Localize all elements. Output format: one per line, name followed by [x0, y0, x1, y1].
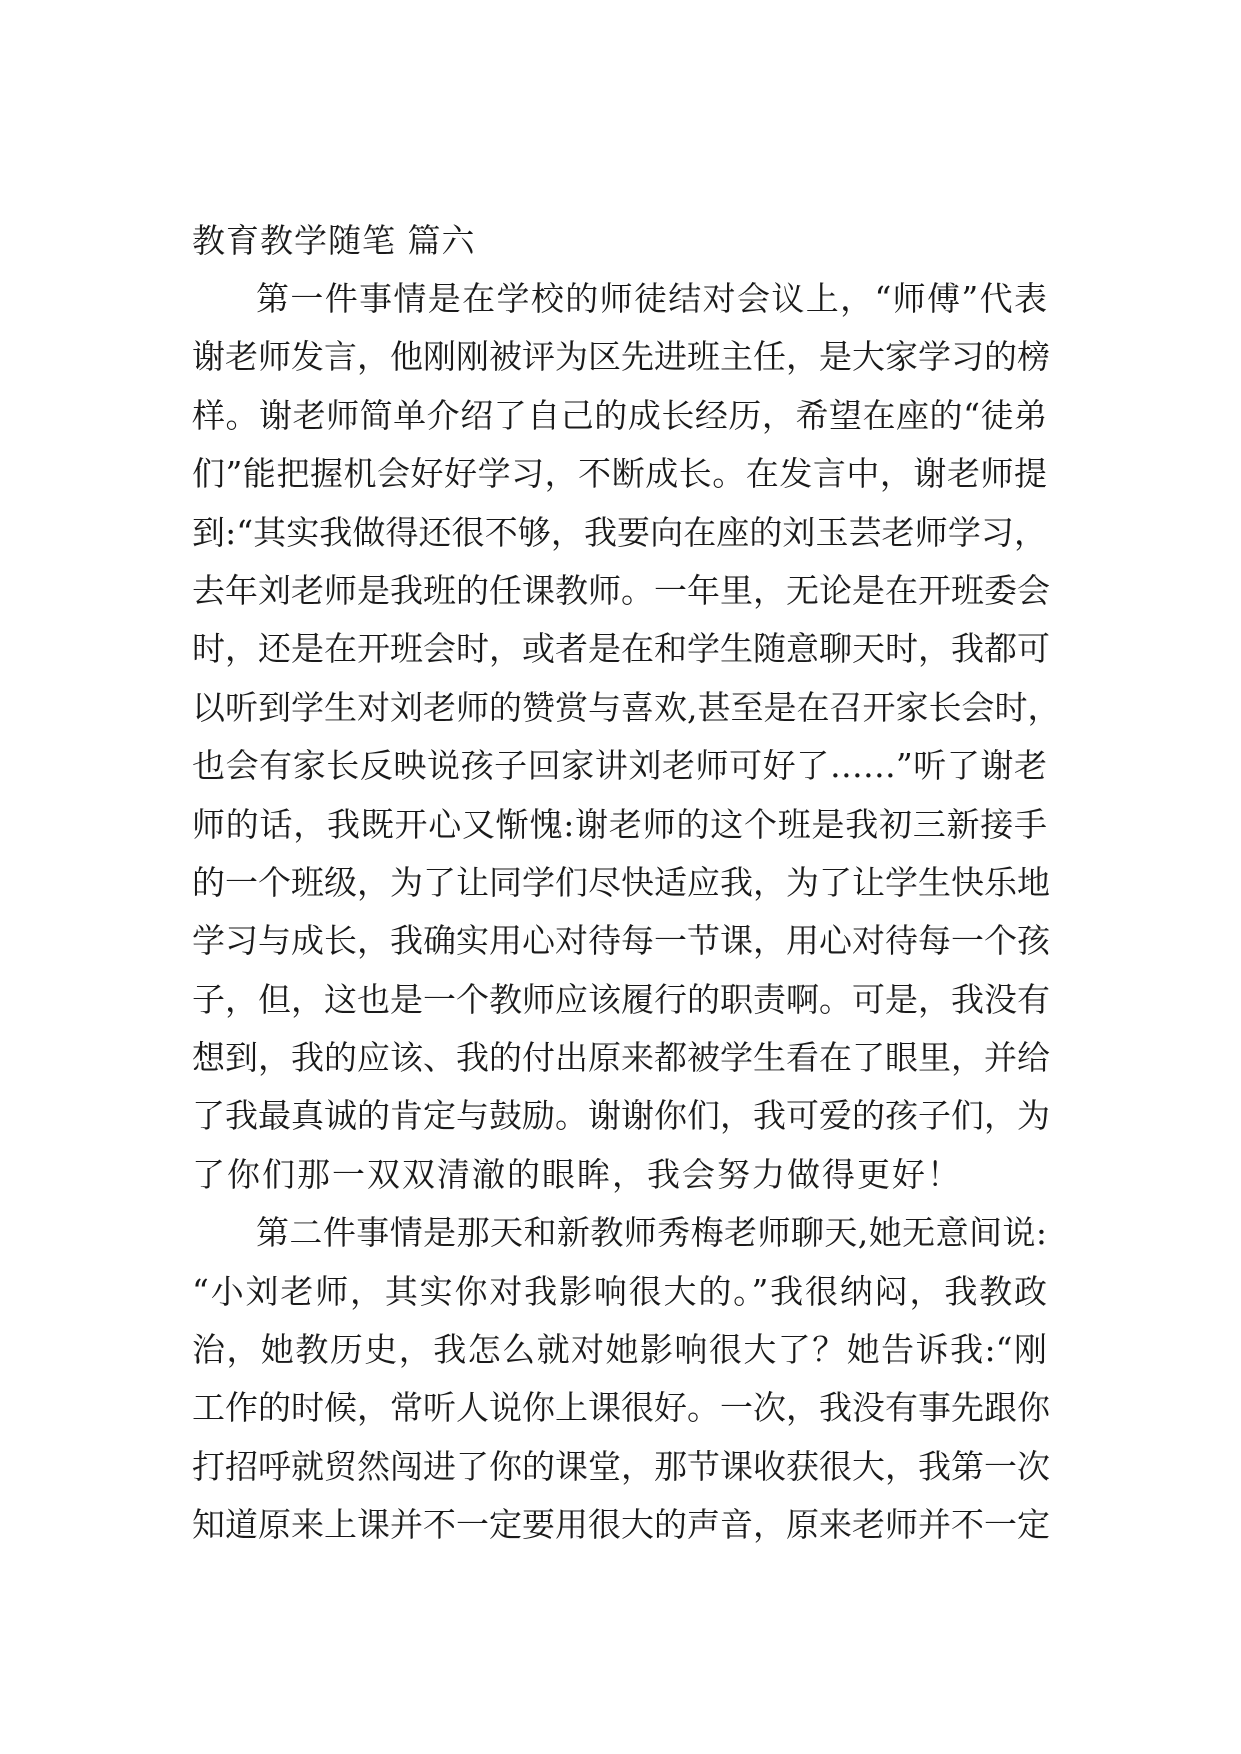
- text-line: 知道原来上课并不一定要用很大的声音，原来老师并不一定: [192, 1505, 1050, 1545]
- paragraph-2: [192, 1204, 1050, 1554]
- text-line: 也会有家长反映说孩子回家讲刘老师可好了……”听了谢老: [192, 746, 1047, 786]
- text-line: 去年刘老师是我班的任课教师。一年里，无论是在开班委会: [192, 570, 1050, 610]
- document-body: [192, 212, 1061, 1555]
- text-line: 第二件事情是那天和新教师秀梅老师聊天,她无意间说:: [256, 1213, 1047, 1253]
- document-title: 教育教学随笔 篇六: [192, 221, 476, 260]
- text-line: 子，但，这也是一个教师应该履行的职责啊。可是，我没有: [192, 979, 1050, 1019]
- text-line: 们”能把握机会好好学习，不断成长。在发言中，谢老师提: [192, 454, 1047, 494]
- text-line: 的一个班级，为了让同学们尽快适应我，为了让学生快乐地: [192, 862, 1050, 902]
- text-line: 学习与成长，我确实用心对待每一节课，用心对待每一个孩: [192, 921, 1050, 961]
- text-line: 治，她教历史，我怎么就对她影响很大了？她告诉我:“刚: [192, 1330, 1047, 1370]
- text-line: 工作的时候，常听人说你上课很好。一次，我没有事先跟你: [192, 1388, 1050, 1428]
- text-line: 了我最真诚的肯定与鼓励。谢谢你们，我可爱的孩子们，为: [192, 1096, 1050, 1136]
- text-line: 了你们那一双双清澈的眼眸，我会努力做得更好！: [192, 1154, 962, 1194]
- text-line: 想到，我的应该、我的付出原来都被学生看在了眼里，并给: [192, 1038, 1050, 1078]
- text-line: 打招呼就贸然闯进了你的课堂，那节课收获很大，我第一次: [192, 1446, 1050, 1486]
- text-line: 谢老师发言，他刚刚被评为区先进班主任，是大家学习的榜: [192, 337, 1050, 377]
- text-line: “小刘老师，其实你对我影响很大的。”我很纳闷，我教政: [192, 1271, 1047, 1311]
- text-line: 时，还是在开班会时，或者是在和学生随意聊天时，我都可: [192, 629, 1050, 669]
- text-line: 到:“其实我做得还很不够，我要向在座的刘玉芸老师学习，: [192, 512, 1047, 552]
- text-line: 以听到学生对刘老师的赞赏与喜欢,甚至是在召开家长会时，: [192, 687, 1061, 727]
- text-line: 样。谢老师简单介绍了自己的成长经历，希望在座的“徒弟: [192, 395, 1047, 435]
- text-line: 第一件事情是在学校的师徒结对会议上，“师傅”代表: [256, 279, 1047, 318]
- paragraph-1: [192, 270, 1061, 1204]
- text-line: 师的话，我既开心又惭愧:谢老师的这个班是我初三新接手: [192, 804, 1047, 844]
